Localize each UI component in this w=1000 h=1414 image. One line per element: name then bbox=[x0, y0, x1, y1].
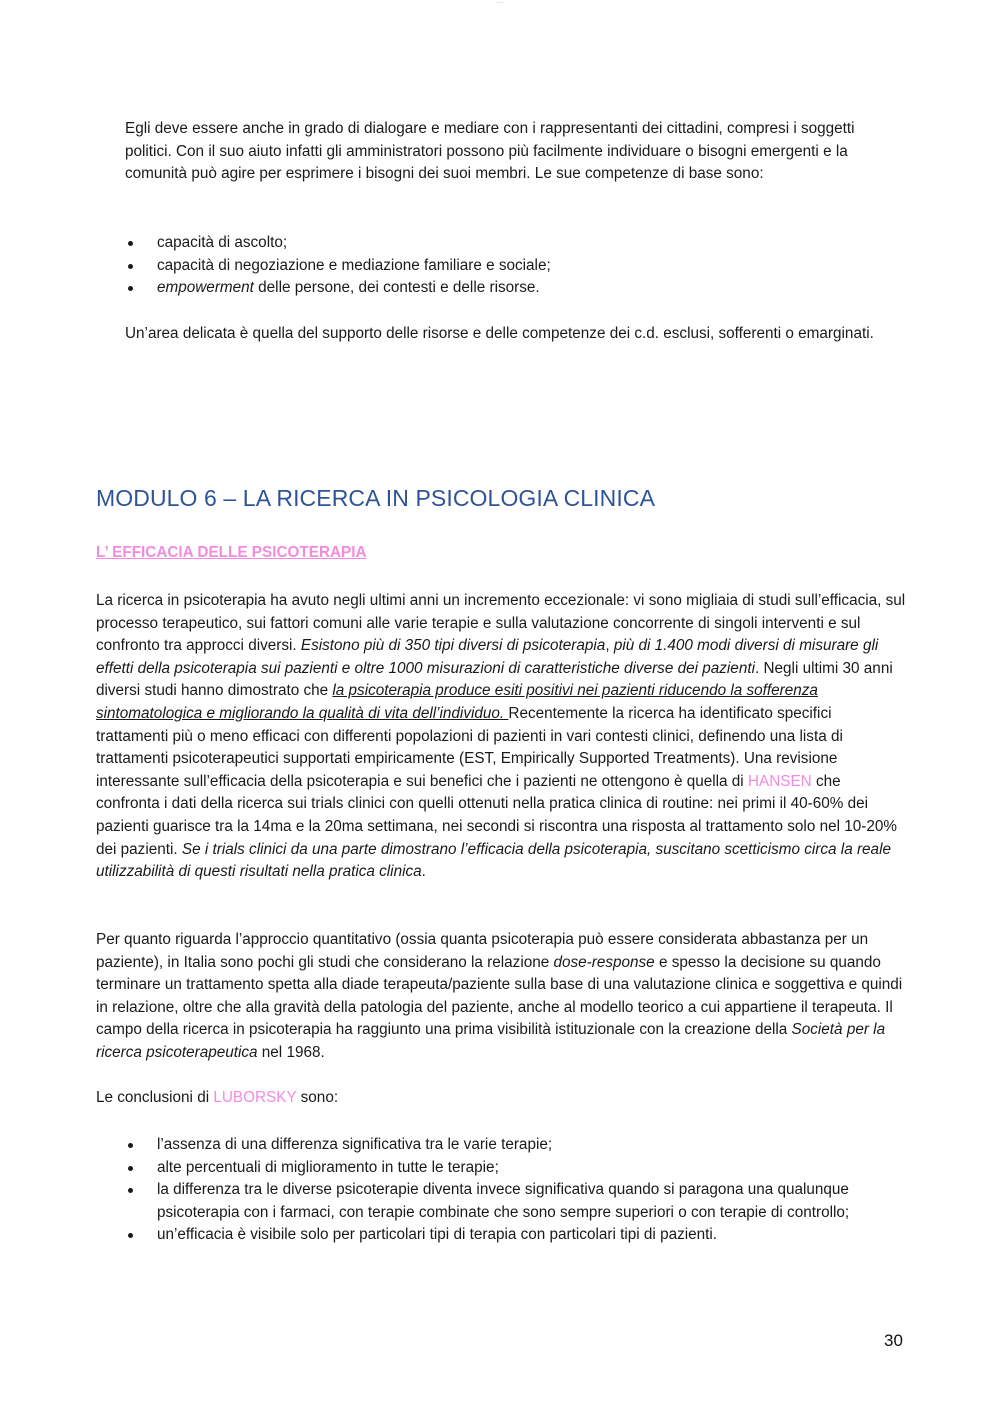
list-item: l’assenza di una differenza significativa tra le varie terapie; bbox=[126, 1134, 886, 1157]
author-hansen: HANSEN bbox=[747, 772, 812, 790]
intro-paragraph: Egli deve essere anche in grado di dialogare e mediare con i rappresentanti dei cittadini, compresi i soggetti politici. Con il suo aiuto infatti gli amministratori possono più facilmente individuare o bisogni emergenti e la comunità può agire per esprimere i bisogni dei suoi membri. Le sue competenze di base sono: bbox=[125, 120, 855, 183]
research-paragraph: La ricerca in psicoterapia ha avuto negli ultimi anni un incremento eccezionale: vi sono migliaia di studi sull’efficacia, sul processo terapeutico, sui fattori comuni alle varie terapie e sulla valutazione concorrente di singoli interventi e sul confronto tra approcci diversi. Esistono più di 350 tipi diversi di psicoterapia, più di 1.400 modi diversi di misurare gli effetti della psicoterapia sui pazienti e oltre 1000 misurazioni di caratteristiche diverse dei pazienti. Negli ultimi 30 anni diversi studi hanno dimostrato che la psicoterapia produce esiti positivi nei pazienti riducendo la sofferenza sintomatologica e migliorando la qualità di vita dell’individuo. Recentemente la ricerca ha identificato specifici trattamenti più o meno efficaci con differenti popolazioni di pazienti in vari contesti clinici, definendo una lista di trattamenti psicoterapeutici supportati empiricamente (EST, Empirically Supported Treatments). Una revisione interessante sull’efficacia della psicoterapia e sui benefici che i pazienti ne ottengono è quella di HANSEN che confronta i dati della ricerca sui trials clinici con quelli ottenuti nella pratica clinica di routine: nei primi il 40-60% dei pazienti guarisce tra la 14ma e la 20ma settimana, nei secondi si riscontra una risposta al trattamento solo nel 10-20% dei pazienti. Se i trials clinici da una parte dimostrano l’efficacia della psicoterapia, suscitano scetticismo circa la reale utilizzabilità di questi risultati nella pratica clinica. bbox=[96, 592, 906, 881]
list-item: capacità di negoziazione e mediazione familiare e sociale; bbox=[126, 255, 886, 278]
list-item: empowerment delle persone, dei contesti e delle risorse. bbox=[126, 277, 886, 300]
conclusions-intro: Le conclusioni di LUBORSKY sono: bbox=[96, 1089, 339, 1106]
list-item: la differenza tra le diverse psicoterapie diventa invece significativa quando si paragona una qualunque psicoterapia con i farmaci, con terapie combinate che sono sempre superiori o con terapie di controllo; bbox=[126, 1179, 886, 1224]
page-number: 30 bbox=[884, 1331, 903, 1350]
list-item: un’efficacia è visibile solo per particolari tipi di terapia con particolari tipi di pazienti. bbox=[126, 1224, 886, 1247]
skills-list bbox=[126, 232, 886, 300]
author-luborsky: LUBORSKY bbox=[213, 1089, 297, 1106]
header-mark: ~~~ bbox=[496, 0, 504, 5]
list-item: alte percentuali di miglioramento in tutte le terapie; bbox=[126, 1157, 886, 1180]
list-item: capacità di ascolto; bbox=[126, 232, 886, 255]
module-title: MODULO 6 – LA RICERCA IN PSICOLOGIA CLINICA bbox=[96, 485, 656, 511]
conclusions-list bbox=[126, 1134, 886, 1247]
section-title: L’ EFFICACIA DELLE PSICOTERAPIA bbox=[96, 544, 367, 561]
quantitative-paragraph: Per quanto riguarda l’approccio quantitativo (ossia quanta psicoterapia può essere considerata abbastanza per un paziente), in Italia sono pochi gli studi che considerano la relazione dose-response e spesso la decisione su quando terminare un trattamento spetta alla diade terapeuta/paziente sulla base di una valutazione clinica e soggettiva e quindi in relazione, oltre che alla gravità della patologia del paziente, anche al modello teorico a cui appartiene il terapeuta. Il campo della ricerca in psicoterapia ha raggiunto una prima visibilità istituzionale con la creazione della Società per la ricerca psicoterapeutica nel 1968. bbox=[96, 931, 903, 1061]
closing-paragraph: Un’area delicata è quella del supporto delle risorse e delle competenze dei c.d. esclusi, sofferenti o emarginati. bbox=[125, 325, 874, 342]
